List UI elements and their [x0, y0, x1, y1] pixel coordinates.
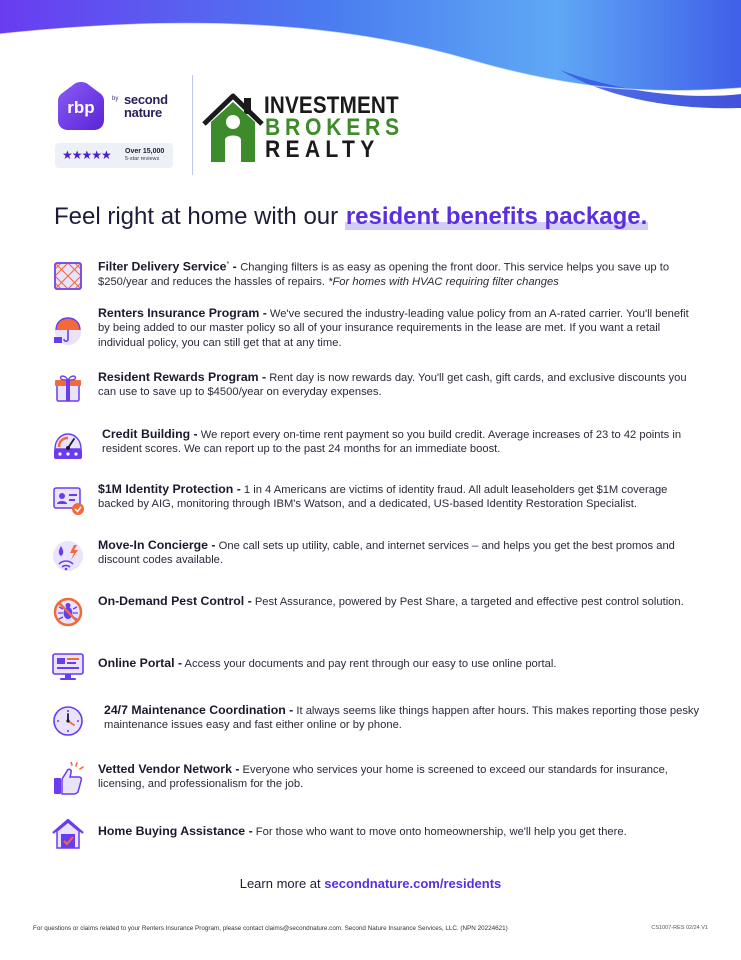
benefit-text: [98, 656, 696, 671]
benefit-text: [98, 370, 696, 400]
benefit-text: [104, 703, 702, 733]
benefit-title: Move-In Concierge -: [98, 538, 216, 552]
benefit-title: Renters Insurance Program -: [98, 306, 267, 320]
benefit-title: Credit Building -: [102, 427, 198, 441]
learn-more-line: [0, 876, 741, 891]
benefit-title: Filter Delivery Service: [98, 259, 227, 274]
benefit-text: [98, 762, 696, 792]
ibr-line-realty: REALTY: [265, 136, 380, 163]
benefit-description: It always seems like things happen after hours. This makes reporting those pesky maintenance issues easy and fast either online or by phone.: [104, 705, 700, 732]
second-nature-wordmark: [110, 92, 180, 122]
page-title: [54, 203, 648, 231]
benefit-text: [98, 482, 696, 512]
learn-more-lead: Learn more at: [239, 876, 325, 891]
utilities-icon: [50, 538, 86, 574]
residents-link[interactable]: secondnature.com/residents: [324, 876, 502, 891]
benefit-description: We've secured the industry-leading value policy from an A-rated carrier. You'll benefit by being added to our master policy so all of your insurance requirements in the lease are met. If you want a retail individual policy, you can still get that at any time.: [98, 308, 689, 349]
rbp-mark-text: rbp: [67, 98, 95, 117]
benefit-text: [98, 824, 696, 839]
benefit-description: One call sets up utility, cable, and internet services – and helps you get the best promos and discount codes available.: [98, 540, 675, 567]
rbp-second-text: second: [124, 92, 168, 107]
logo-divider: [192, 75, 193, 175]
thumbs-up-icon: [50, 762, 86, 798]
benefit-title: Vetted Vendor Network -: [98, 762, 240, 776]
benefit-description: Rent day is now rewards day. You'll get cash, gift cards, and exclusive discounts you can use to save up to $4500/year on everyday expenses.: [98, 372, 687, 399]
rbp-nature-text: nature: [124, 105, 162, 120]
reviews-count: Over 15,000: [125, 148, 165, 155]
benefit-title: 24/7 Maintenance Coordination -: [104, 703, 294, 717]
footer-disclaimer: For questions or claims related to your Renters Insurance Program, please contact claims@secondnature.com. Second Nature Insurance Services, LLC. (NPN 20224621): [33, 925, 508, 932]
page-title-highlight: resident benefits package.: [345, 203, 648, 230]
computer-portal-icon: [50, 648, 86, 684]
reviews-badge: [55, 143, 173, 168]
benefit-text: [98, 306, 696, 350]
benefit-text: [102, 427, 700, 457]
benefit-title: $1M Identity Protection -: [98, 482, 241, 496]
benefit-text: [98, 258, 696, 289]
benefit-note: *For homes with HVAC requiring filter changes: [328, 276, 559, 289]
benefit-description: Changing filters is as easy as opening the front door. This service helps you save up to $250/year and reduces the hassles of repairs.: [98, 261, 670, 289]
umbrella-shield-icon: [50, 312, 86, 348]
investment-brokers-realty-logo: [200, 88, 440, 168]
benefit-description: Pest Assurance, powered by Pest Share, a targeted and effective pest control solution.: [251, 596, 684, 608]
benefit-description: Everyone who services your home is screened to exceed our standards for insurance, licensing, and professionalism for the job.: [98, 764, 668, 791]
gift-icon: [50, 370, 86, 406]
home-check-icon: [50, 816, 86, 852]
rbp-by-text: by: [112, 96, 119, 102]
air-filter-icon: [50, 258, 86, 294]
benefit-title: Home Buying Assistance -: [98, 824, 253, 838]
five-stars-icon: ★★★★★: [62, 148, 111, 162]
benefit-title: Online Portal -: [98, 656, 183, 670]
benefit-marker: *: [226, 261, 230, 268]
footer-document-code: CS1007-RES 02/24 V1: [651, 925, 708, 931]
benefit-description: 1 in 4 Americans are victims of identity fraud. All adult leaseholders get $1M coverage backed by AIG, monitoring through IBM's Watson, and a dedicated, US-based Identity Restoration Specialist.: [98, 484, 668, 511]
rbp-badge-icon: [56, 80, 106, 132]
rbp-second-nature-logo: [56, 80, 176, 136]
house-logo-icon: [200, 88, 266, 164]
no-pest-icon: [50, 594, 86, 630]
credit-gauge-icon: [50, 429, 86, 465]
benefit-description: Access your documents and pay rent through our easy to use online portal.: [182, 658, 557, 670]
benefit-description: For those who want to move onto homeownership, we'll help you get there.: [252, 826, 627, 838]
clock-icon: [50, 703, 86, 739]
benefit-text: [98, 538, 696, 568]
benefit-title: Resident Rewards Program -: [98, 370, 267, 384]
ibr-line-investment: INVESTMENT: [264, 92, 399, 119]
benefit-text: [98, 594, 696, 609]
benefit-title: On-Demand Pest Control -: [98, 594, 252, 608]
benefit-dash: -: [229, 259, 241, 274]
page-title-lead: Feel right at home with our: [54, 203, 345, 230]
ibr-line-brokers: BROKERS: [265, 114, 404, 141]
reviews-label: 5-star reviews: [125, 156, 160, 162]
identity-card-icon: [50, 482, 86, 518]
benefit-description: We report every on-time rent payment so you build credit. Average increases of 23 to 42 points in resident scores. We can report up to the past 24 months for an immediate boost.: [102, 429, 682, 456]
